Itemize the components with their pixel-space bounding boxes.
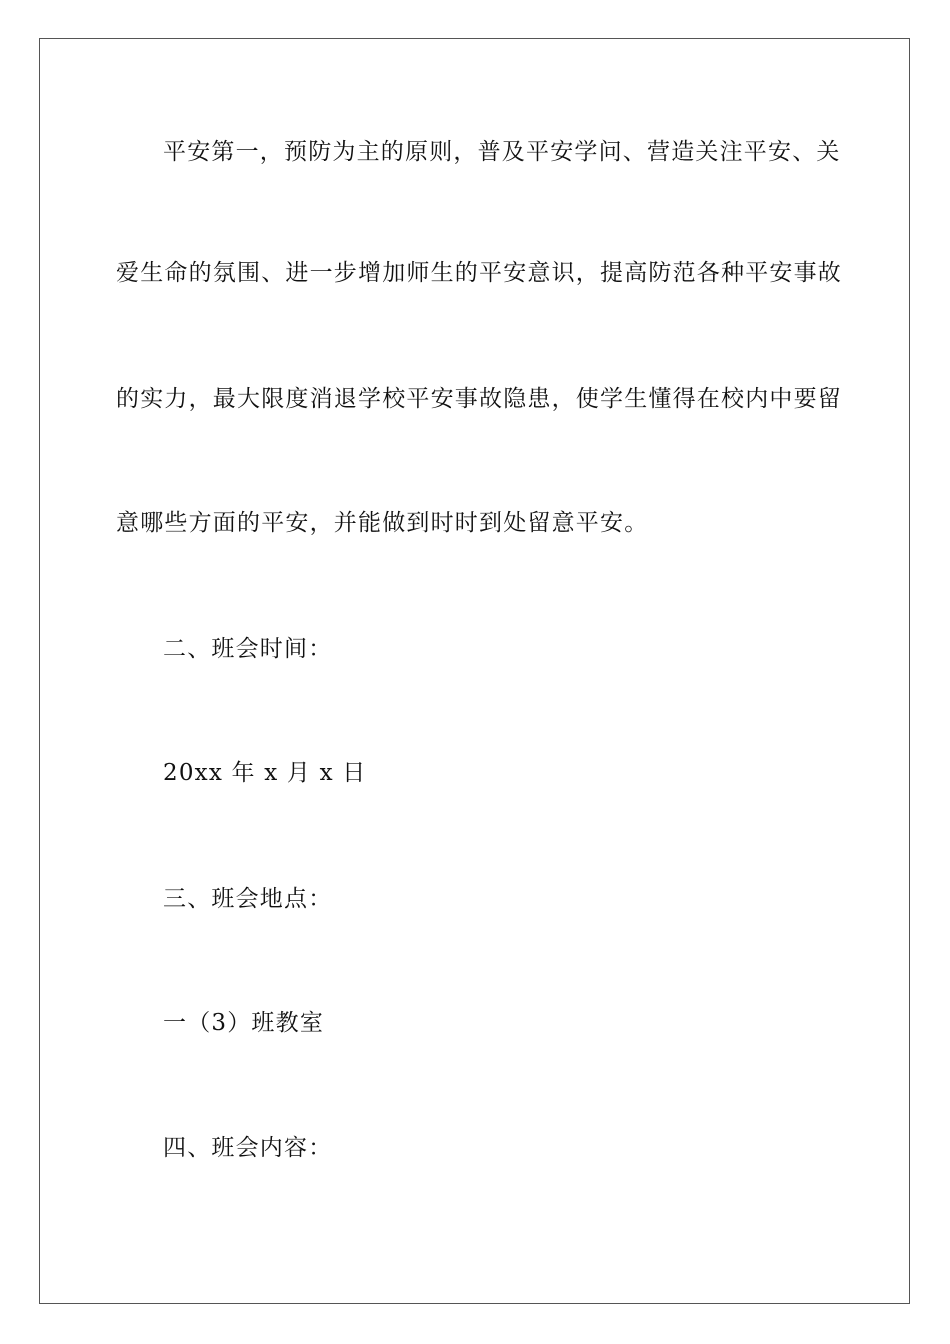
paragraph-line-2: 爱生命的氛围、进一步增加师生的平安意识，提高防范各种平安事故 xyxy=(116,260,842,286)
paragraph-line-4: 意哪些方面的平安，并能做到时时到处留意平安。 xyxy=(116,510,649,536)
section-heading-location: 三、班会地点： xyxy=(163,886,333,912)
paragraph-line-3: 的实力，最大限度消退学校平安事故隐患，使学生懂得在校内中要留 xyxy=(116,386,842,412)
section-heading-time: 二、班会时间： xyxy=(163,636,333,662)
page-border xyxy=(39,38,910,1304)
section-value-location: 一（3）班教室 xyxy=(163,1010,325,1036)
paragraph-line-1: 平安第一，预防为主的原则，普及平安学问、营造关注平安、关 xyxy=(163,139,841,165)
section-value-time: 20xx 年 x 月 x 日 xyxy=(163,760,367,786)
section-heading-content: 四、班会内容： xyxy=(163,1135,333,1161)
